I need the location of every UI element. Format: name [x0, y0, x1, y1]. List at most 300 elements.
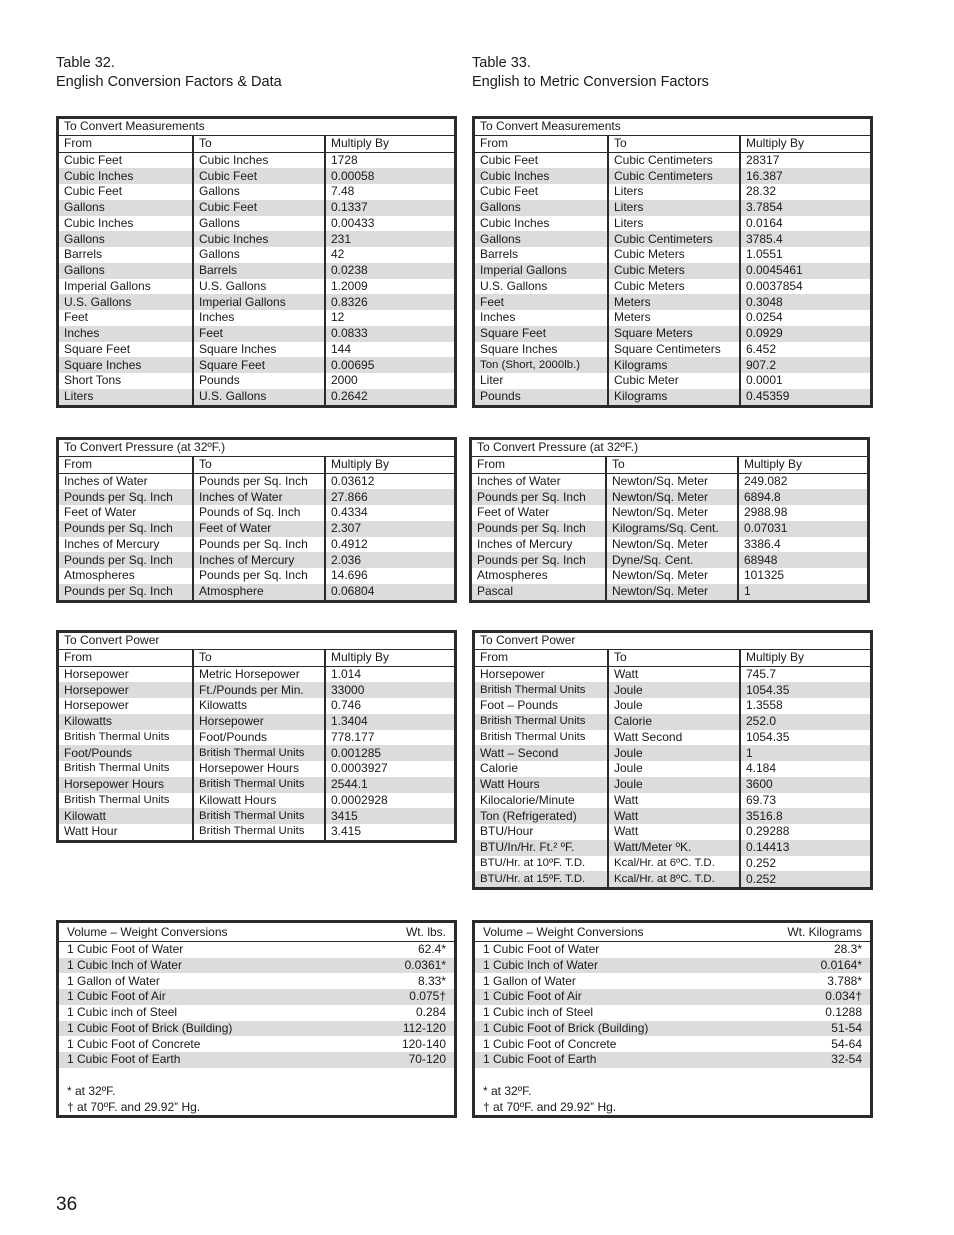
factor-cell: 3.415	[331, 824, 362, 839]
table-row	[59, 263, 454, 279]
factor-cell: 0.4912	[331, 536, 368, 551]
table-row	[475, 310, 870, 326]
table-title: English Conversion Factors & Data	[56, 74, 282, 90]
section-title-row	[59, 440, 454, 456]
table-row	[472, 473, 867, 489]
material-cell: 1 Cubic inch of Steel	[483, 1005, 594, 1020]
from-cell: BTU/Hr. at 15ºF. T.D.	[475, 871, 608, 887]
table-row	[59, 505, 454, 521]
to-cell: Barrels	[193, 263, 325, 279]
footnote-row	[475, 1099, 870, 1115]
factor-cell: 0.001285	[325, 745, 454, 761]
factor-cell: 0.06804	[325, 584, 454, 600]
table-row	[475, 808, 870, 824]
table-row	[475, 373, 870, 389]
table-row	[59, 730, 454, 746]
table-row	[59, 310, 454, 326]
to-cell: British Thermal Units	[193, 824, 325, 840]
factor-cell: 0.252	[746, 855, 777, 870]
from-cell: Inches of Water	[59, 473, 193, 489]
table-number: Table 33.	[472, 55, 531, 71]
footnote: * at 32ºF.	[67, 1083, 116, 1098]
table-row	[472, 552, 867, 568]
to-cell: Pounds of Sq. Inch	[193, 505, 325, 521]
factor-cell: 1.0551	[746, 247, 783, 262]
weight-cell: 0.075†	[257, 989, 455, 1005]
factor-cell: 2.307	[325, 521, 454, 537]
factor-cell: 0.29288	[746, 824, 790, 839]
section-title: Volume – Weight Conversions	[59, 925, 257, 941]
factor-cell: 1	[740, 745, 870, 761]
factor-cell: 0.0833	[325, 326, 454, 342]
to-cell: Cubic Meters	[608, 247, 740, 263]
to-cell: Pounds per Sq. Inch	[193, 568, 325, 584]
table-row	[472, 537, 867, 553]
to-header: To	[193, 649, 325, 666]
to-cell: Newton/Sq. Meter	[606, 505, 738, 521]
to-cell: Cubic Centimeters	[608, 168, 740, 184]
material-cell: 1 Cubic inch of Steel	[67, 1005, 178, 1020]
weight-cell: 32-54	[673, 1052, 871, 1068]
factor-cell: 0.45359	[740, 389, 870, 405]
factor-cell: 0.03612	[331, 473, 375, 488]
from-cell: Gallons	[475, 231, 608, 247]
footnote-row	[475, 1084, 870, 1100]
material-cell: 1 Cubic Inch of Water	[475, 958, 673, 974]
from-cell: Pounds per Sq. Inch	[472, 489, 606, 505]
from-cell: Inches of Mercury	[472, 537, 606, 553]
weight-cell: 51-54	[673, 1021, 871, 1037]
to-cell: Gallons	[193, 247, 325, 263]
multiply-by-header: Multiply By	[325, 456, 454, 473]
weight-cell: 54-64	[831, 1036, 862, 1051]
table-row	[475, 1005, 870, 1021]
table-row	[475, 793, 870, 809]
factor-cell: 28317	[746, 152, 780, 167]
conversion-table	[475, 119, 870, 405]
to-cell: Newton/Sq. Meter	[606, 473, 738, 489]
to-cell: Cubic Centimeters	[608, 152, 740, 168]
from-cell: Foot – Pounds	[475, 698, 608, 714]
from-cell: BTU/Hr. at 10ºF. T.D.	[475, 856, 608, 872]
from-cell: Watt Hours	[475, 777, 608, 793]
material-cell: 1 Gallon of Water	[483, 973, 576, 988]
table-row	[59, 824, 454, 840]
header-row	[475, 135, 870, 152]
factor-cell: 4.184	[746, 761, 777, 776]
factor-cell: 0.0254	[746, 310, 783, 325]
factor-cell: 2000	[331, 373, 358, 388]
table-row	[472, 568, 867, 584]
to-cell: Watt	[608, 824, 740, 840]
factor-cell: 778.177	[331, 729, 375, 744]
from-header: From	[59, 649, 193, 666]
to-cell: British Thermal Units	[193, 745, 325, 761]
multiply-by-header: Multiply By	[738, 456, 867, 473]
material-cell: 1 Cubic Inch of Water	[59, 958, 257, 974]
table-row	[475, 666, 870, 682]
conversion-table	[59, 633, 454, 840]
section-title: To Convert Power	[475, 633, 870, 649]
table-row	[472, 521, 867, 537]
to-cell: Square Meters	[608, 326, 740, 342]
weight-cell: 120-140	[401, 1036, 446, 1051]
material-cell: 1 Cubic Foot of Earth	[475, 1052, 673, 1068]
to-cell: Joule	[608, 745, 740, 761]
table-row	[59, 1021, 454, 1037]
from-cell: Horsepower	[59, 666, 193, 682]
factor-cell: 69.73	[746, 792, 777, 807]
table-row	[475, 958, 870, 974]
from-cell: Barrels	[59, 247, 193, 263]
conversion-table	[59, 119, 454, 405]
table-row	[475, 184, 870, 200]
from-cell: Feet	[475, 294, 608, 310]
to-cell: Pounds	[193, 373, 325, 389]
from-cell: Foot/Pounds	[59, 745, 193, 761]
to-cell: Kcal/Hr. at 6ºC. T.D.	[608, 856, 740, 872]
from-cell: Gallons	[59, 231, 193, 247]
from-cell: Gallons	[59, 263, 193, 279]
from-cell: Inches of Mercury	[59, 537, 193, 553]
from-cell: Kilowatts	[59, 714, 193, 730]
factor-cell: 0.3048	[740, 294, 870, 310]
table-row	[59, 152, 454, 168]
from-cell: BTU/In/Hr. Ft.² ºF.	[475, 840, 608, 856]
from-cell: Cubic Inches	[475, 216, 608, 232]
table-row	[475, 682, 870, 698]
table-row	[475, 989, 870, 1005]
material-cell: 1 Cubic Foot of Brick (Building)	[59, 1021, 257, 1037]
table-row	[59, 200, 454, 216]
table-row	[59, 745, 454, 761]
to-cell: Pounds per Sq. Inch	[193, 537, 325, 553]
from-header: From	[475, 135, 608, 152]
to-cell: Watt Second	[608, 730, 740, 746]
to-cell: U.S. Gallons	[193, 389, 325, 405]
to-cell: Newton/Sq. Meter	[606, 584, 738, 600]
table-row	[475, 973, 870, 989]
factor-cell: 6.452	[746, 341, 777, 356]
factor-cell: 42	[331, 247, 345, 262]
from-header: From	[472, 456, 606, 473]
to-cell: Joule	[608, 698, 740, 714]
from-cell: Square Inches	[475, 342, 608, 358]
to-cell: Feet	[193, 326, 325, 342]
factor-cell: 28.32	[746, 184, 777, 199]
table-row	[59, 537, 454, 553]
conversion-table	[472, 440, 867, 600]
from-cell: Liters	[59, 389, 193, 405]
table-row	[59, 958, 454, 974]
from-cell: Cubic Feet	[59, 152, 193, 168]
from-header: From	[475, 649, 608, 666]
factor-cell: 1	[738, 584, 867, 600]
material-cell: 1 Cubic Foot of Brick (Building)	[475, 1021, 673, 1037]
factor-cell: 0.00695	[325, 357, 454, 373]
from-cell: Feet	[59, 310, 193, 326]
from-cell: British Thermal Units	[475, 682, 608, 698]
material-cell: 1 Cubic Foot of Air	[59, 989, 257, 1005]
material-cell: 1 Cubic Foot of Air	[475, 989, 673, 1005]
material-cell: 1 Cubic Foot of Earth	[59, 1052, 257, 1068]
table-row	[475, 1021, 870, 1037]
to-cell: Cubic Inches	[193, 152, 325, 168]
weight-cell: 8.33*	[417, 973, 446, 988]
factor-cell: 2544.1	[325, 777, 454, 793]
table-row	[59, 184, 454, 200]
table-row	[475, 263, 870, 279]
unit-header: Wt. Kilograms	[673, 925, 871, 941]
table-row	[475, 326, 870, 342]
right-power-table	[472, 630, 873, 890]
to-cell: Ft./Pounds per Min.	[193, 682, 325, 698]
factor-cell: 33000	[325, 682, 454, 698]
spacer	[475, 1068, 870, 1084]
from-cell: Inches	[475, 310, 608, 326]
factor-cell: 1.2009	[331, 278, 368, 293]
factor-cell: 1.3404	[325, 714, 454, 730]
from-cell: Atmospheres	[59, 568, 193, 584]
from-cell: Pounds per Sq. Inch	[59, 521, 193, 537]
to-cell: Feet of Water	[193, 521, 325, 537]
from-cell: Kilowatt	[59, 808, 193, 824]
material-cell: 1 Cubic Foot of Concrete	[67, 1036, 201, 1051]
volume-weight-table	[59, 925, 454, 1115]
section-title: To Convert Pressure (at 32ºF.)	[59, 440, 454, 456]
section-title-row	[475, 633, 870, 649]
table-row	[59, 342, 454, 358]
table-row	[475, 871, 870, 887]
header-row	[475, 649, 870, 666]
table-row	[475, 856, 870, 872]
unit-header: Wt. lbs.	[257, 925, 455, 941]
table-row	[59, 698, 454, 714]
factor-cell: 0.07031	[738, 521, 867, 537]
to-cell: Square Inches	[193, 342, 325, 358]
factor-cell: 0.0002928	[331, 792, 388, 807]
left-pressure-table	[56, 437, 457, 603]
from-cell: Short Tons	[59, 373, 193, 389]
from-cell: British Thermal Units	[475, 714, 608, 730]
table-row	[59, 568, 454, 584]
section-title: To Convert Measurements	[59, 119, 454, 135]
to-header: To	[608, 649, 740, 666]
multiply-by-header: Multiply By	[325, 135, 454, 152]
right-measurements-table	[472, 116, 873, 408]
table-row	[475, 279, 870, 295]
factor-cell: 0.746	[331, 698, 362, 713]
table-row	[59, 357, 454, 373]
section-title: To Convert Pressure (at 32ºF.)	[472, 440, 867, 456]
to-cell: Meters	[608, 294, 740, 310]
from-cell: Atmospheres	[472, 568, 606, 584]
factor-cell: 1728	[331, 152, 358, 167]
to-cell: Cubic Feet	[193, 168, 325, 184]
from-cell: Gallons	[59, 200, 193, 216]
from-cell: Calorie	[475, 761, 608, 777]
factor-cell: 2988.98	[744, 505, 788, 520]
from-cell: Horsepower Hours	[59, 777, 193, 793]
table-row	[59, 584, 454, 600]
to-cell: Foot/Pounds	[193, 730, 325, 746]
to-cell: Horsepower Hours	[193, 761, 325, 777]
factor-cell: 3.7854	[740, 200, 870, 216]
from-cell: British Thermal Units	[59, 730, 193, 746]
table-number: Table 32.	[56, 55, 115, 71]
from-header: From	[59, 456, 193, 473]
table-row	[59, 216, 454, 232]
section-title-row	[475, 119, 870, 135]
to-header: To	[608, 135, 740, 152]
from-cell: Pounds per Sq. Inch	[59, 552, 193, 568]
from-cell: Ton (Refrigerated)	[475, 808, 608, 824]
spacer-row	[475, 1068, 870, 1084]
to-cell: Meters	[608, 310, 740, 326]
from-cell: Pounds per Sq. Inch	[472, 552, 606, 568]
factor-cell: 0.0003927	[331, 761, 388, 776]
factor-cell: 144	[331, 341, 352, 356]
weight-cell: 0.0164*	[673, 958, 871, 974]
table-row	[475, 714, 870, 730]
section-title-row	[472, 440, 867, 456]
from-cell: Imperial Gallons	[59, 279, 193, 295]
header-row	[59, 925, 454, 941]
to-cell: Watt/Meter ºK.	[608, 840, 740, 856]
table-row	[475, 698, 870, 714]
table-row	[475, 840, 870, 856]
header-row	[59, 456, 454, 473]
from-cell: Pounds per Sq. Inch	[59, 489, 193, 505]
table-row	[59, 714, 454, 730]
footnote: † at 70ºF. and 29.92” Hg.	[483, 1099, 617, 1114]
table-row	[59, 373, 454, 389]
table-row	[472, 584, 867, 600]
from-cell: Inches	[59, 326, 193, 342]
factor-cell: 12	[331, 310, 345, 325]
from-cell: Cubic Inches	[475, 168, 608, 184]
table-row	[59, 1052, 454, 1068]
table-row	[59, 294, 454, 310]
page-number: 36	[56, 1194, 78, 1215]
table-row	[475, 730, 870, 746]
from-cell: Cubic Feet	[475, 184, 608, 200]
from-cell: Watt – Second	[475, 745, 608, 761]
table-row	[475, 152, 870, 168]
to-cell: Pounds per Sq. Inch	[193, 473, 325, 489]
from-cell: Pounds per Sq. Inch	[59, 584, 193, 600]
header-row	[472, 456, 867, 473]
factor-cell: 249.082	[744, 473, 788, 488]
to-cell: Calorie	[608, 714, 740, 730]
from-cell: Horsepower	[59, 698, 193, 714]
factor-cell: 68948	[738, 552, 867, 568]
table-row	[59, 552, 454, 568]
multiply-by-header: Multiply By	[740, 649, 870, 666]
to-cell: Newton/Sq. Meter	[606, 489, 738, 505]
table-row	[59, 326, 454, 342]
weight-cell: 0.284	[415, 1005, 446, 1020]
from-cell: Cubic Feet	[475, 152, 608, 168]
from-cell: U.S. Gallons	[475, 279, 608, 295]
factor-cell: 6894.8	[738, 489, 867, 505]
factor-cell: 101325	[744, 568, 785, 583]
section-title: Volume – Weight Conversions	[475, 925, 673, 941]
section-title-row	[59, 633, 454, 649]
table-32-caption	[56, 54, 282, 92]
to-cell: Square Centimeters	[608, 342, 740, 358]
right-pressure-table	[469, 437, 870, 603]
factor-cell: 0.4334	[331, 505, 368, 520]
factor-cell: 0.0001	[746, 373, 783, 388]
to-cell: Cubic Meters	[608, 279, 740, 295]
from-cell: Square Inches	[59, 357, 193, 373]
table-row	[472, 505, 867, 521]
factor-cell: 1.014	[331, 666, 362, 681]
table-row	[475, 247, 870, 263]
table-row	[59, 989, 454, 1005]
header-row	[475, 925, 870, 941]
to-cell: British Thermal Units	[193, 777, 325, 793]
to-cell: Newton/Sq. Meter	[606, 537, 738, 553]
from-cell: Feet of Water	[59, 505, 193, 521]
from-cell: Liter	[475, 373, 608, 389]
weight-cell: 28.3*	[833, 942, 862, 957]
factor-cell: 907.2	[740, 357, 870, 373]
spacer-row	[59, 1068, 454, 1084]
table-row	[59, 389, 454, 405]
to-header: To	[193, 135, 325, 152]
weight-cell: 0.0361*	[257, 958, 455, 974]
header-row	[59, 649, 454, 666]
to-cell: Square Feet	[193, 357, 325, 373]
table-row	[59, 1005, 454, 1021]
table-row	[59, 247, 454, 263]
multiply-by-header: Multiply By	[325, 649, 454, 666]
table-row	[472, 489, 867, 505]
factor-cell: 3415	[325, 808, 454, 824]
factor-cell: 0.0037854	[746, 278, 803, 293]
table-row	[59, 941, 454, 957]
section-title-row	[59, 119, 454, 135]
to-cell: Liters	[608, 200, 740, 216]
to-cell: U.S. Gallons	[193, 279, 325, 295]
to-header: To	[193, 456, 325, 473]
factor-cell: 0.14413	[740, 840, 870, 856]
table-row	[475, 389, 870, 405]
table-title: English to Metric Conversion Factors	[472, 74, 709, 90]
table-row	[475, 216, 870, 232]
table-row	[59, 808, 454, 824]
weight-cell: 0.034†	[673, 989, 871, 1005]
to-cell: Watt	[608, 808, 740, 824]
factor-cell: 0.252	[740, 871, 870, 887]
to-cell: British Thermal Units	[193, 808, 325, 824]
factor-cell: 0.8326	[325, 294, 454, 310]
table-33-caption	[472, 54, 709, 92]
to-cell: Kcal/Hr. at 8ºC. T.D.	[608, 871, 740, 887]
factor-cell: 1054.35	[740, 682, 870, 698]
table-row	[475, 168, 870, 184]
from-cell: Ton (Short, 2000lb.)	[475, 357, 608, 373]
to-cell: Kilowatts	[193, 698, 325, 714]
table-row	[59, 682, 454, 698]
to-cell: Metric Horsepower	[193, 666, 325, 682]
factor-cell: 0.00433	[331, 215, 375, 230]
factor-cell: 0.2642	[325, 389, 454, 405]
conversion-table	[475, 633, 870, 887]
header-row	[59, 135, 454, 152]
